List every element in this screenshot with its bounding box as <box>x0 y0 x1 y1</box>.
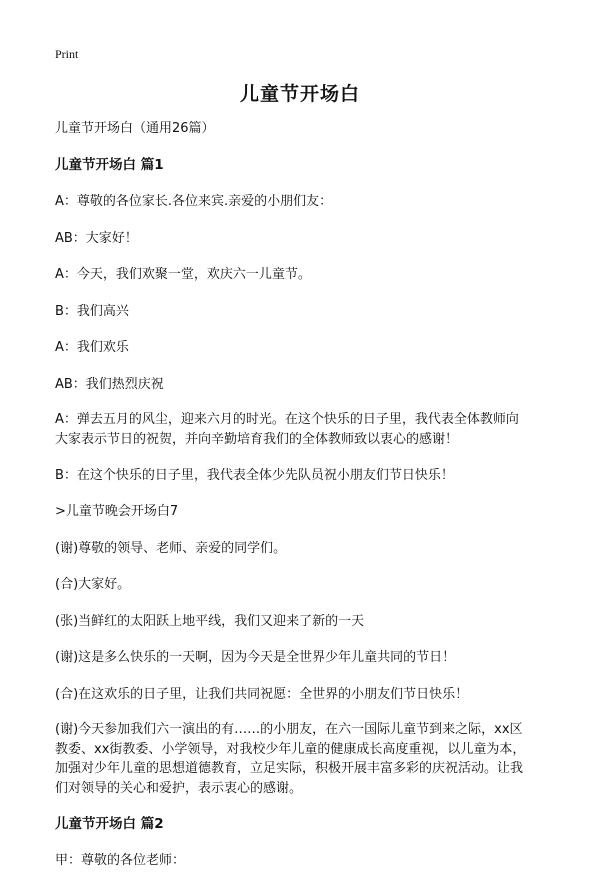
paragraph: (谢)这是多么快乐的一天啊，因为今天是全世界少年儿童共同的节日！ <box>55 650 456 665</box>
document-body <box>55 118 552 887</box>
paragraph: B：在这个快乐的日子里，我代表全体少先队员祝小朋友们节日快乐！ <box>55 467 454 483</box>
paragraph: (合)在这欢乐的日子里，让我们共同祝愿：全世界的小朋友们节日快乐！ <box>55 686 469 702</box>
paragraph: A：我们欢乐 <box>55 340 129 355</box>
paragraph-multiline <box>55 410 552 449</box>
paragraph-line: 加强对少年儿童的思想道德教育，立足实际，积极开展丰富多彩的庆祝活动。让我 <box>55 761 524 776</box>
print-label[interactable]: Print <box>55 47 79 61</box>
subtitle: 儿童节开场白（通用26篇） <box>55 121 215 136</box>
paragraph-line: (谢)今天参加我们六一演出的有……的小朋友，在六一国际儿童节到来之际，xx区 <box>55 722 523 737</box>
related-link[interactable]: >儿童节晚会开场白7 <box>55 504 179 519</box>
paragraph-line: 大家表示节日的祝贺，并向辛勤培育我们的全体教师致以衷心的感谢！ <box>55 431 459 447</box>
paragraph-line: 教委、xx街教委、小学领导，对我校少年儿童的健康成长高度重视，以儿童为本， <box>55 741 526 757</box>
paragraph: AB：大家好！ <box>55 230 138 246</box>
paragraph: A：尊敬的各位家长.各位来宾.亲爱的小朋们友： <box>55 194 333 209</box>
paragraph: (合)大家好。 <box>55 577 131 592</box>
paragraph: B：我们高兴 <box>55 303 129 319</box>
paragraph: (张)当鲜红的太阳跃上地平线，我们又迎来了新的一天 <box>55 613 365 629</box>
paragraph: 甲：尊敬的各位老师： <box>55 853 186 868</box>
section-heading-2: 儿童节开场白 篇2 <box>55 815 164 832</box>
paragraph-multiline <box>55 720 552 798</box>
paragraph: AB：我们热烈庆祝 <box>55 376 164 392</box>
paragraph: A：今天，我们欢聚一堂，欢庆六一儿童节。 <box>55 267 311 282</box>
paragraph-line: A：弹去五月的风尘，迎来六月的时光。在这个快乐的日子里，我代表全体教师向 <box>55 412 519 427</box>
paragraph-line: 们对领导的关心和爱护，表示衷心的感谢。 <box>55 780 303 796</box>
paragraph: (谢)尊敬的领导、老师、亲爱的同学们。 <box>55 540 287 556</box>
page-title: 儿童节开场白 <box>239 83 360 105</box>
section-heading-1: 儿童节开场白 篇1 <box>55 156 164 173</box>
